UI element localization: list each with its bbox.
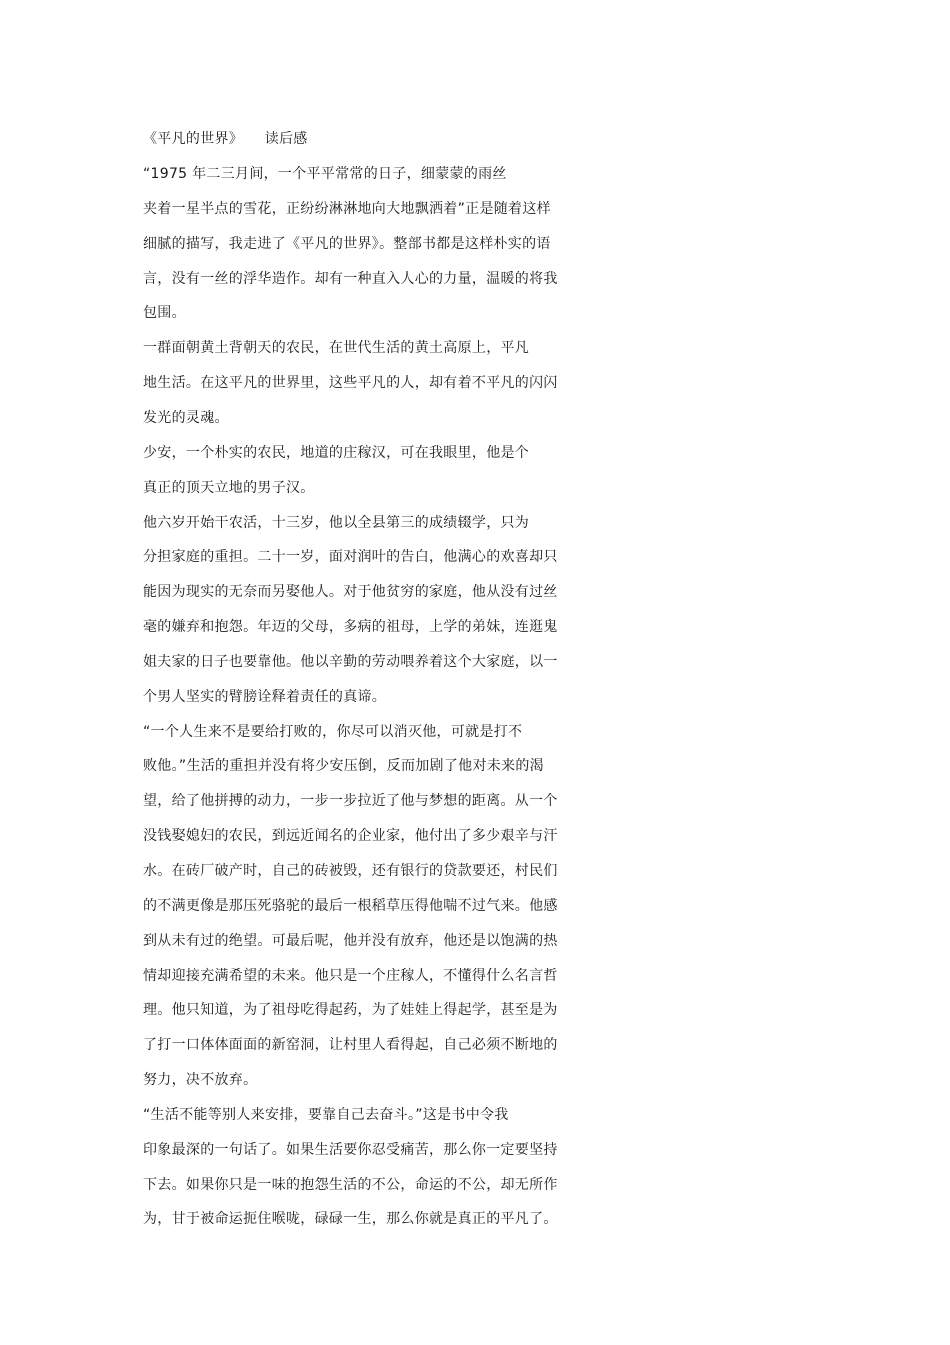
text-line: 毫的嫌弃和抱怨。年迈的父母，多病的祖母，上学的弟妹，连逛鬼 — [143, 619, 558, 635]
text-line: 到从未有过的绝望。可最后呢，他并没有放弃，他还是以饱满的热 — [143, 933, 558, 949]
text-line: 下去。如果你只是一味的抱怨生活的不公，命运的不公，却无所作 — [143, 1177, 558, 1193]
text-line: 真正的顶天立地的男子汉。 — [143, 480, 315, 496]
text-line: 分担家庭的重担。二十一岁，面对润叶的告白，他满心的欢喜却只 — [143, 549, 558, 565]
text-line: 个男人坚实的臂膀诠释着责任的真谛。 — [143, 689, 387, 705]
text-line: 努力，决不放弃。 — [143, 1072, 258, 1088]
text-line: 水。在砖厂破产时，自己的砖被毁，还有银行的贷款要还，村民们 — [143, 863, 558, 879]
text-line: 了打一口体体面面的新窑洞，让村里人看得起，自己必须不断地的 — [143, 1037, 558, 1053]
text-line: 能因为现实的无奈而另娶他人。对于他贫穷的家庭，他从没有过丝 — [143, 584, 558, 600]
text-line: 少安，一个朴实的农民，地道的庄稼汉，可在我眼里，他是个 — [143, 445, 530, 461]
text-line: 他六岁开始干农活，十三岁，他以全县第三的成绩辍学，只为 — [143, 515, 530, 531]
text-line: 包围。 — [143, 305, 186, 321]
text-line: 印象最深的一句话了。如果生活要你忍受痛苦，那么你一定要坚持 — [143, 1142, 558, 1158]
text-line: 言，没有一丝的浮华造作。却有一种直入人心的力量，温暖的将我 — [143, 271, 558, 287]
document-title: 《平凡的世界》 读后感 — [143, 131, 308, 147]
text-line: “生活不能等别人来安排，要靠自己去奋斗。”这是书中令我 — [143, 1107, 509, 1123]
text-line: “1975 年二三月间，一个平平常常的日子，细蒙蒙的雨丝 — [143, 166, 507, 182]
text-line: 细腻的描写，我走进了《平凡的世界》。整部书都是这样朴实的语 — [143, 236, 551, 252]
text-line: 一群面朝黄土背朝天的农民，在世代生活的黄土高原上，平凡 — [143, 340, 530, 356]
text-line: 夹着一星半点的雪花，正纷纷淋淋地向大地飘洒着”正是随着这样 — [143, 201, 551, 217]
text-line: 败他。”生活的重担并没有将少安压倒，反而加剧了他对未来的渴 — [143, 758, 544, 774]
text-line: 地生活。在这平凡的世界里，这些平凡的人，却有着不平凡的闪闪 — [143, 375, 558, 391]
text-line: 发光的灵魂。 — [143, 410, 229, 426]
text-line: 情却迎接充满希望的未来。他只是一个庄稼人，不懂得什么名言哲 — [143, 968, 558, 984]
text-line: 姐夫家的日子也要靠他。他以辛勤的劳动喂养着这个大家庭，以一 — [143, 654, 558, 670]
text-line: 理。他只知道，为了祖母吃得起药，为了娃娃上得起学，甚至是为 — [143, 1002, 558, 1018]
text-line: 为，甘于被命运扼住喉咙，碌碌一生，那么你就是真正的平凡了。 — [143, 1211, 558, 1227]
text-line: 没钱娶媳妇的农民，到远近闻名的企业家，他付出了多少艰辛与汗 — [143, 828, 558, 844]
text-line: 的不满更像是那压死骆驼的最后一根稻草压得他喘不过气来。他感 — [143, 898, 558, 914]
text-line: 望，给了他拼搏的动力，一步一步拉近了他与梦想的距离。从一个 — [143, 793, 558, 809]
text-line: “一个人生来不是要给打败的，你尽可以消灭他，可就是打不 — [143, 724, 523, 740]
